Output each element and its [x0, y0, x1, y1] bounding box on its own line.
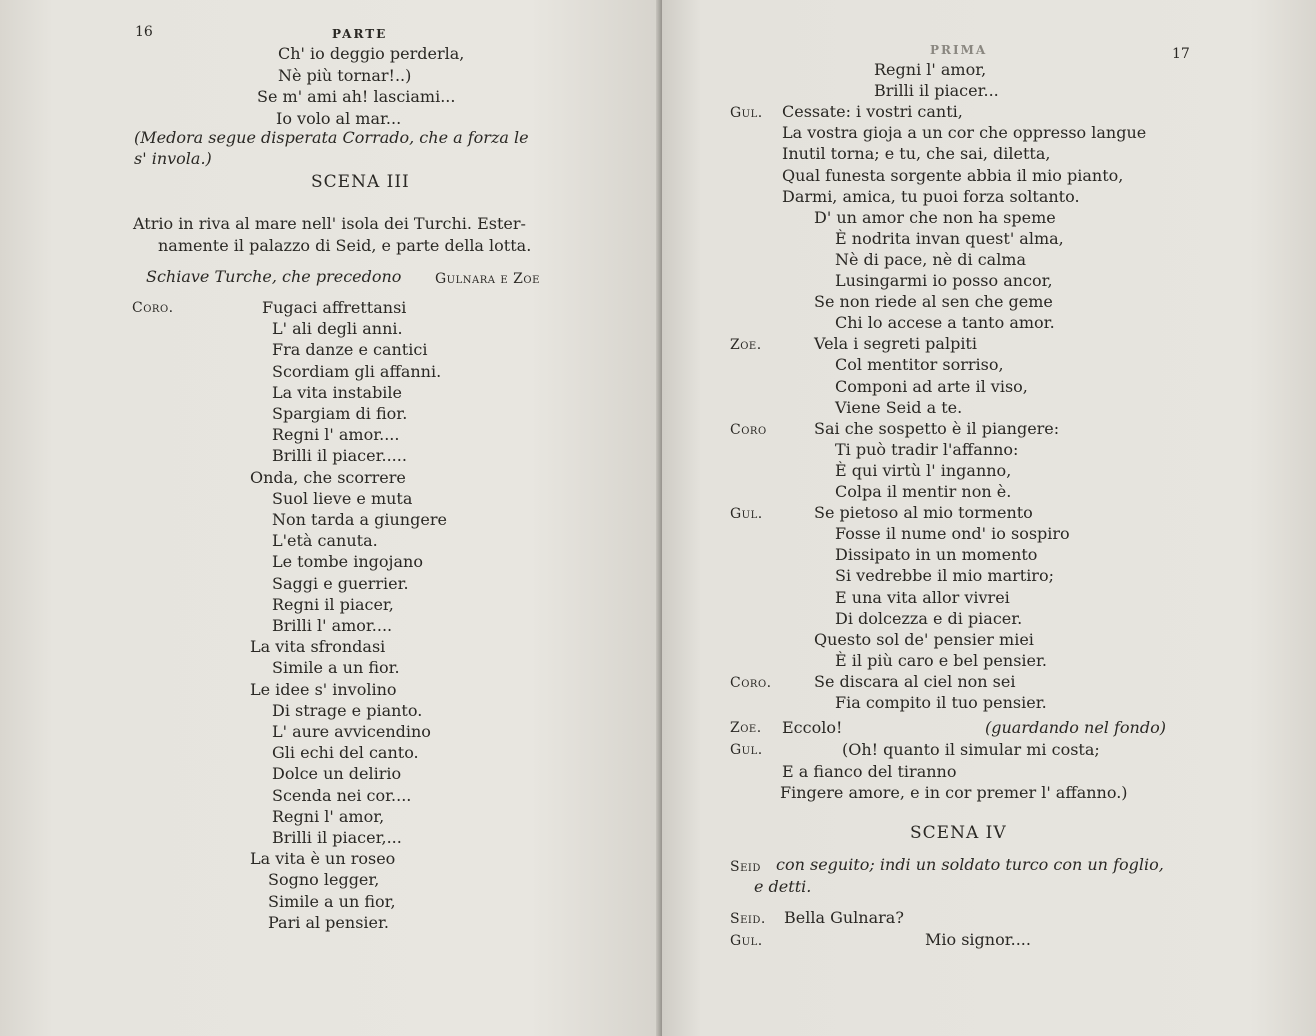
- speaker-label: Gul.: [730, 742, 763, 758]
- verse-line: Brilli il piacer...: [874, 81, 999, 101]
- running-head: PARTE: [332, 27, 388, 41]
- scene-entrance: Schiave Turche, che precedono: [146, 267, 402, 286]
- verse-line: Le idee s' involino: [250, 679, 397, 699]
- verse-line: Darmi, amica, tu puoi forza soltanto.: [782, 186, 1080, 206]
- verse-line: È il più caro e bel pensier.: [835, 650, 1047, 670]
- verse-line: Simile a un fior,: [268, 891, 396, 911]
- verse-line: Nè più tornar!..): [278, 65, 412, 85]
- stage-direction: s' invola.): [134, 149, 212, 168]
- verse-line: Questo sol de' pensier miei: [814, 629, 1034, 649]
- verse-line: Di strage e pianto.: [272, 700, 423, 720]
- verse-line: Cessate: i vostri canti,: [782, 102, 963, 122]
- verse-line: Regni l' amor....: [272, 425, 400, 445]
- speaker-label: Coro.: [730, 674, 772, 691]
- speaker-label: Zoe.: [730, 720, 762, 736]
- verse-line: Col mentitor sorriso,: [835, 355, 1004, 375]
- verse-line: La vostra gioja a un cor che oppresso langue: [782, 123, 1147, 143]
- verse-line: Saggi e guerrier.: [272, 573, 409, 593]
- verse-line: Colpa il mentir non è.: [835, 482, 1012, 501]
- verse-line: D' un amor che non ha speme: [814, 207, 1056, 227]
- verse-line: Eccolo!: [782, 718, 843, 737]
- speaker-label: Gul.: [730, 933, 763, 949]
- verse-line: Se pietoso al mio tormento: [814, 503, 1033, 523]
- verse-line: Chi lo accese a tanto amor.: [835, 313, 1055, 333]
- scene-title: SCENA IV: [910, 823, 1007, 843]
- running-head: PRIMA: [930, 43, 988, 57]
- verse-line: E a fianco del tiranno: [782, 761, 957, 781]
- page-number: 17: [1172, 46, 1190, 62]
- verse-line: Brilli il piacer,...: [272, 828, 402, 847]
- speaker-label: Seid.: [730, 911, 766, 927]
- verse-line: Pari al pensier.: [268, 912, 389, 932]
- verse-line: Vela i segreti palpiti: [814, 334, 977, 354]
- verse-line: Brilli il piacer.....: [272, 446, 407, 466]
- speaker-label: Gul.: [730, 105, 763, 122]
- verse-line: La vita instabile: [272, 382, 403, 402]
- verse-line: Bella Gulnara?: [784, 908, 904, 927]
- stage-direction: (guardando nel fondo): [985, 718, 1166, 737]
- verse-line: Sogno legger,: [268, 870, 380, 890]
- verse-line: Componi ad arte il viso,: [835, 376, 1028, 396]
- verse-line: Sai che sospetto è il piangere:: [814, 418, 1060, 438]
- verse-line: Viene Seid a te.: [835, 397, 963, 417]
- verse-line: E una vita allor vivrei: [835, 587, 1010, 607]
- stage-direction: (Medora segue disperata Corrado, che a forza le: [134, 128, 529, 147]
- verse-line: Spargiam di fior.: [272, 404, 408, 423]
- verse-line: La vita sfrondasi: [250, 637, 386, 657]
- verse-line: Ti può tradir l'affanno:: [835, 439, 1019, 459]
- speaker-label: Zoe.: [730, 337, 762, 354]
- scene-entrance-name: Seid: [730, 859, 761, 875]
- verse-line: Regni l' amor,: [272, 806, 385, 826]
- verse-line: Onda, che scorrere: [250, 467, 406, 487]
- verse-line: Se m' ami ah! lasciami...: [257, 87, 456, 106]
- verse-line: Le tombe ingojano: [272, 552, 423, 572]
- verse-line: Simile a un fior.: [272, 658, 400, 678]
- verse-line: Fosse il nume ond' io sospiro: [835, 524, 1070, 544]
- speaker-label: Coro.: [132, 300, 174, 316]
- verse-line: Ch' io deggio perderla,: [278, 44, 465, 63]
- scene-title: SCENA III: [311, 172, 410, 192]
- verse-line: L' aure avvicendino: [272, 722, 431, 741]
- scene-entrance: e detti.: [754, 877, 812, 896]
- speaker-label: Coro: [730, 421, 767, 438]
- verse-line: Inutil torna; e tu, che sai, diletta,: [782, 144, 1051, 164]
- verse-line: Se discara al ciel non sei: [814, 671, 1016, 691]
- verse-line: Non tarda a giungere: [272, 510, 447, 529]
- verse-line: Scenda nei cor....: [272, 785, 412, 805]
- verse-line: Qual funesta sorgente abbia il mio pianto,: [782, 165, 1124, 185]
- scene-setting: Atrio in riva al mare nell' isola dei Turchi. Ester-: [133, 214, 526, 233]
- verse-line: La vita è un roseo: [250, 849, 396, 869]
- verse-line: (Oh! quanto il simular mi costa;: [842, 740, 1100, 759]
- page-number: 16: [135, 24, 153, 40]
- verse-line: Fingere amore, e in cor premer l' affanno.): [780, 783, 1128, 802]
- verse-line: Suol lieve e muta: [272, 488, 413, 508]
- verse-line: Nè di pace, nè di calma: [835, 249, 1027, 269]
- scene-setting: namente il palazzo di Seid, e parte della lotta.: [158, 236, 532, 255]
- verse-line: L' ali degli anni.: [272, 319, 403, 339]
- verse-line: Se non riede al sen che geme: [814, 292, 1053, 312]
- verse-line: Fia compito il tuo pensier.: [835, 693, 1047, 712]
- speaker-label: Gul.: [730, 506, 763, 523]
- scene-entrance-names: Gulnara e Zoe: [435, 271, 540, 287]
- scene-entrance: con seguito; indi un soldato turco con un foglio,: [776, 855, 1164, 874]
- verse-line: Regni l' amor,: [874, 60, 987, 79]
- verse-line: Fugaci affrettansi: [262, 298, 407, 317]
- right-page: [662, 0, 1316, 1036]
- verse-line: Gli echi del canto.: [272, 743, 419, 763]
- verse-line: Di dolcezza e di piacer.: [835, 608, 1023, 628]
- verse-line: Dissipato in un momento: [835, 545, 1038, 565]
- verse-line: Regni il piacer,: [272, 594, 394, 614]
- verse-line: Si vedrebbe il mio martiro;: [835, 566, 1054, 586]
- verse-line: È nodrita invan quest' alma,: [835, 228, 1064, 248]
- verse-line: Mio signor....: [925, 930, 1031, 949]
- verse-line: L'età canuta.: [272, 531, 378, 551]
- verse-line: Fra danze e cantici: [272, 340, 428, 360]
- verse-line: Lusingarmi io posso ancor,: [835, 271, 1053, 290]
- verse-line: Scordiam gli affanni.: [272, 361, 442, 381]
- verse-line: Io volo al mar...: [276, 108, 402, 128]
- verse-line: Dolce un delirio: [272, 764, 402, 784]
- verse-line: È qui virtù l' inganno,: [835, 460, 1012, 480]
- verse-line: Brilli l' amor....: [272, 616, 393, 635]
